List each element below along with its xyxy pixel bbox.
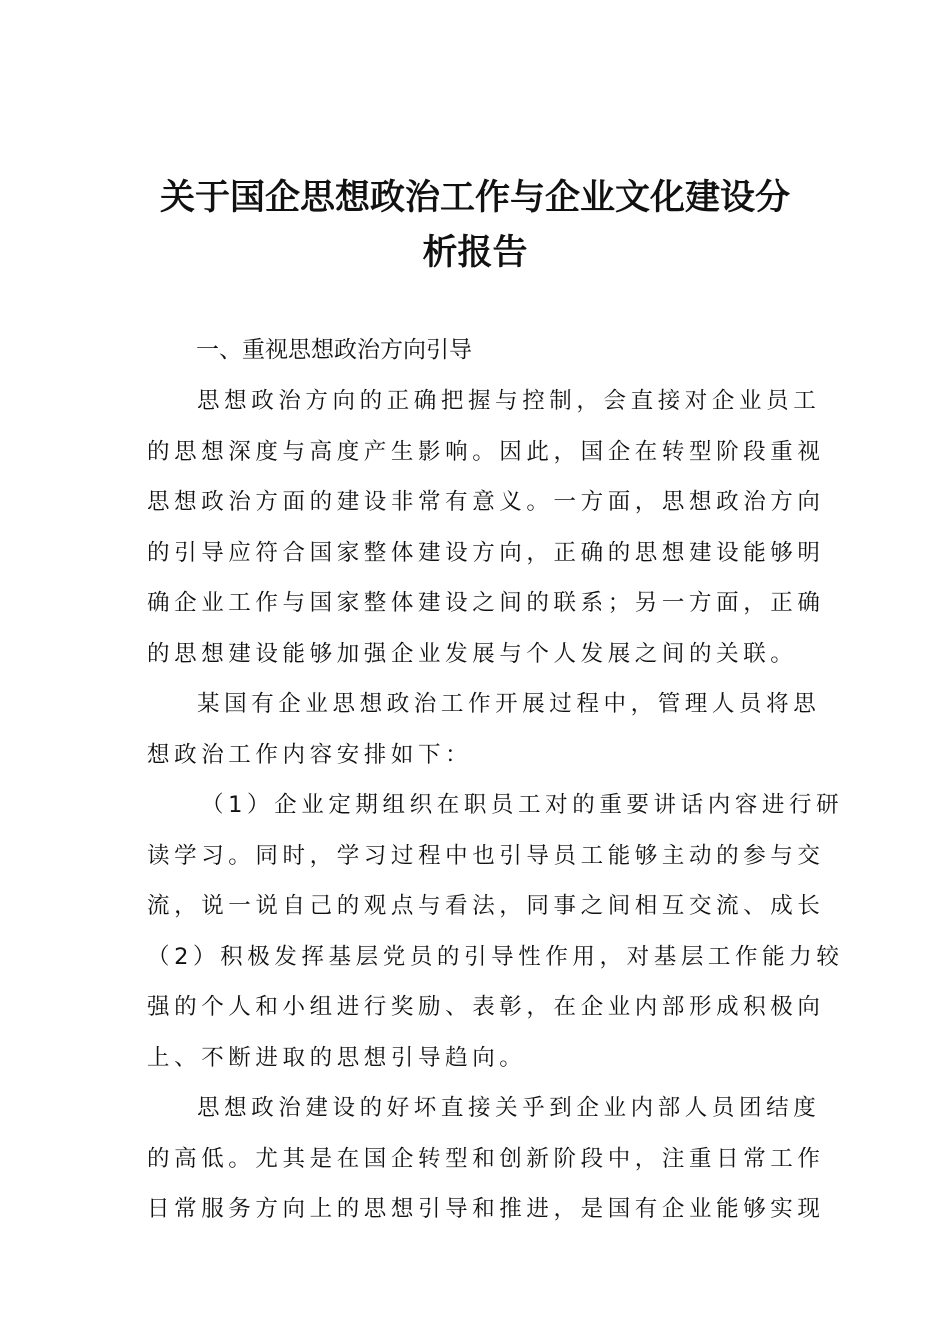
document-body [147, 376, 844, 1235]
section-heading: 一、重视思想政治方向引导 [196, 337, 472, 363]
document-title [145, 170, 805, 280]
body-line: 某国有企业思想政治工作开展过程中，管理人员将思 [197, 691, 821, 717]
body-line: 日常服务方向上的思想引导和推进，是国有企业能够实现 [147, 1196, 825, 1222]
body-line: （1）企业定期组织在职员工对的重要讲话内容进行研 [201, 792, 844, 818]
body-line: 想政治工作内容安排如下： [147, 741, 473, 768]
body-line: 的思想深度与高度产生影响。因此，国企在转型阶段重视 [147, 438, 825, 465]
body-line: 思想政治方面的建设非常有意义。一方面，思想政治方向 [147, 489, 825, 515]
body-line: 思想政治建设的好坏直接关乎到企业内部人员团结度 [197, 1095, 821, 1121]
body-line: 确企业工作与国家整体建设之间的联系；另一方面，正确 [147, 590, 825, 616]
body-line: 流，说一说自己的观点与看法，同事之间相互交流、成长 [147, 893, 825, 919]
body-line: 上、不断进取的思想引导趋向。 [147, 1044, 527, 1071]
body-line: 强的个人和小组进行奖励、表彰，在企业内部形成积极向 [147, 994, 825, 1020]
body-line: 的高低。尤其是在国企转型和创新阶段中，注重日常工作 [147, 1145, 825, 1172]
body-line: 思想政治方向的正确把握与控制，会直接对企业员工 [197, 388, 821, 414]
body-line: 的引导应符合国家整体建设方向，正确的思想建设能够明 [147, 539, 825, 566]
title-line-1: 关于国企思想政治工作与企业文化建设分 [159, 177, 790, 218]
title-line-2: 析报告 [422, 232, 528, 273]
body-line: （2）积极发挥基层党员的引导性作用，对基层工作能力较 [147, 943, 844, 970]
body-line: 读学习。同时，学习过程中也引导员工能够主动的参与交 [147, 842, 825, 869]
body-line: 的思想建设能够加强企业发展与个人发展之间的关联。 [147, 640, 798, 667]
